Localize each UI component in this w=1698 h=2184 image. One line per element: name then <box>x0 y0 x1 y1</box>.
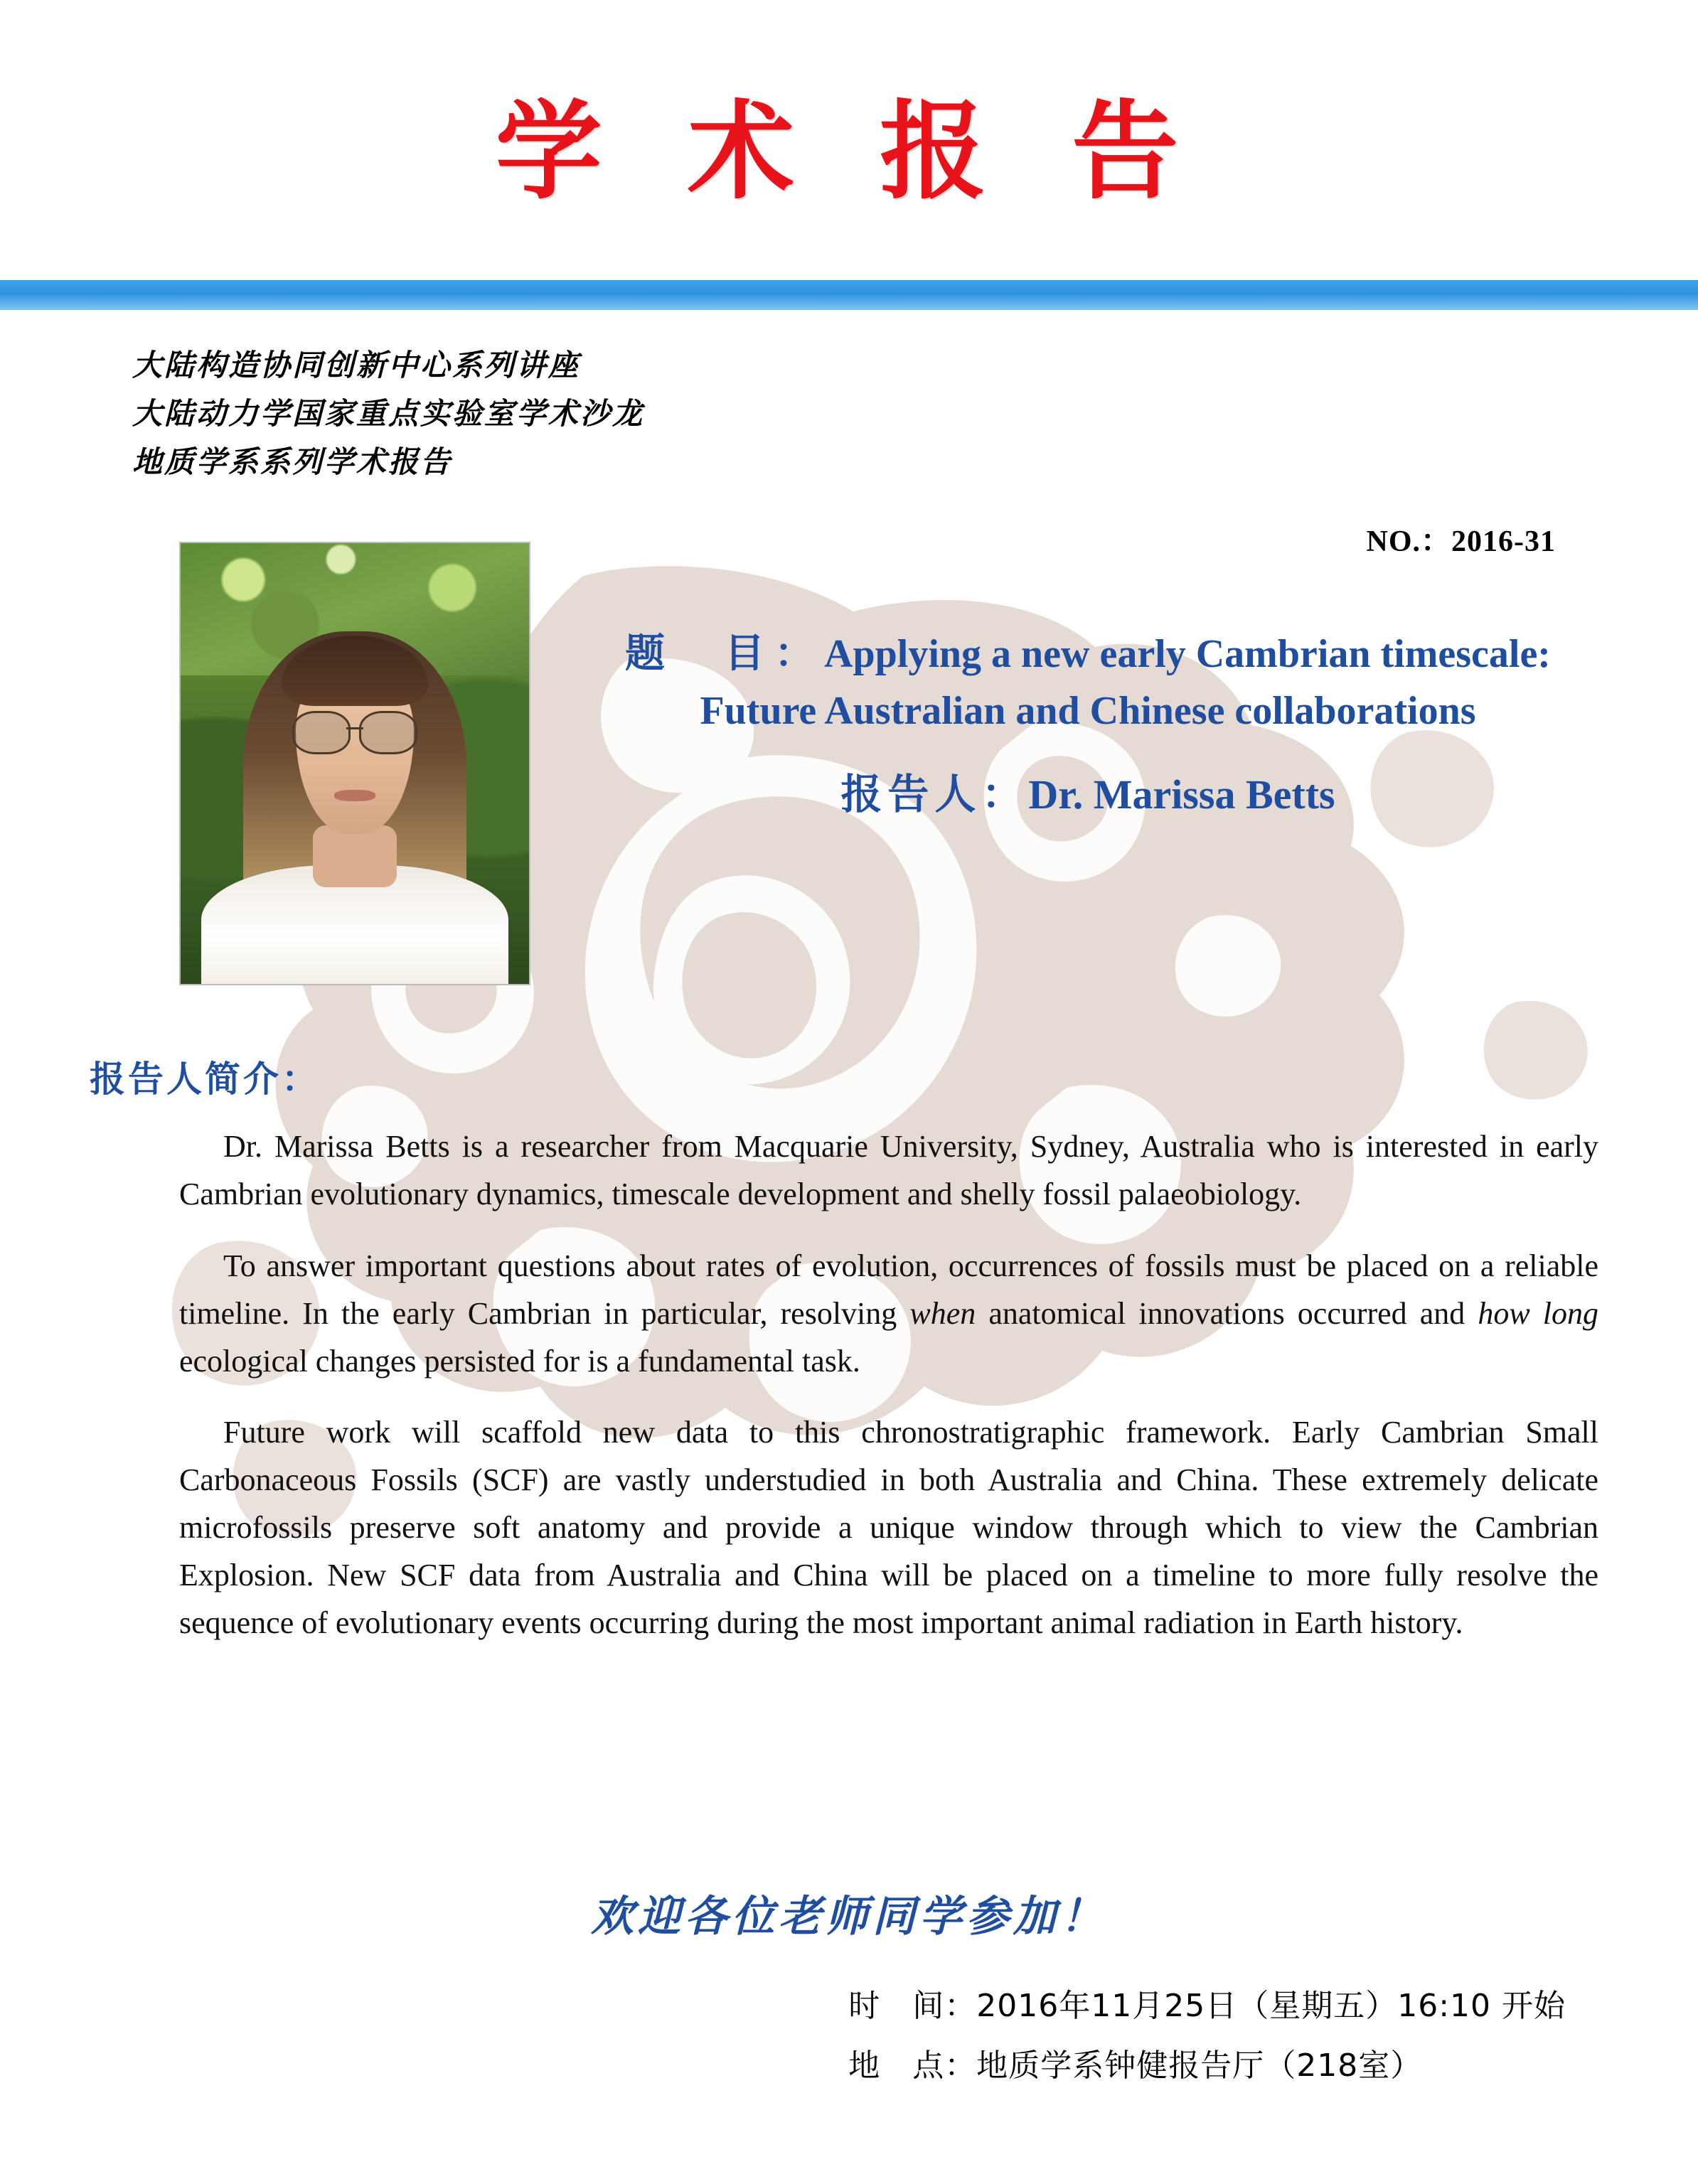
series-line-1: 大陆构造协同创新中心系列讲座 <box>132 348 581 382</box>
welcome-line: 欢迎各位老师同学参加！ <box>591 1892 1107 1942</box>
photo-neck <box>313 825 397 887</box>
talk-title <box>583 626 1593 739</box>
talk-title-text: Applying a new early Cambrian timescale: Future Australian and Chinese collaborations <box>700 632 1551 733</box>
series-line-3: 地质学系系列学术报告 <box>132 444 453 480</box>
speaker-photo <box>179 542 530 985</box>
header-divider-bar <box>0 280 1698 310</box>
talk-info <box>583 626 1593 820</box>
series-lines <box>132 341 644 486</box>
photo-lens-right <box>359 711 417 755</box>
bio-body <box>179 1123 1598 1647</box>
bio-italic-howlong: how long <box>1478 1295 1598 1331</box>
series-line-2: 大陆动力学国家重点实验室学术沙龙 <box>132 396 645 432</box>
speaker-photo-inner <box>181 543 529 984</box>
talk-speaker <box>583 761 1593 820</box>
bio-paragraph-2: To answer important questions about rates of evolution, occurrences of fossils must be placed on a reliable timeline. In the early Cambrian in particular, resolving when anatomical innovations occurred and how long ecological changes persisted for is a fundamental task. <box>179 1248 1598 1379</box>
event-time-value: 2016年11月25日（星期五）16:10 开始 <box>976 1988 1566 2024</box>
photo-glasses-bridge <box>346 727 364 729</box>
event-details <box>848 1976 1566 2095</box>
speaker-name: Dr. Marissa Betts <box>1028 771 1335 818</box>
bio-italic-when: when <box>909 1295 976 1331</box>
poster-number: NO.：2016-31 <box>1366 525 1556 558</box>
talk-title-label: 题 目： <box>625 631 825 677</box>
event-place-label: 地 点： <box>848 2047 977 2084</box>
event-time-row <box>848 1976 1566 2036</box>
glasses-icon <box>292 711 417 751</box>
bio-paragraph-3: Future work will scaffold new data to this chronostratigraphic framework. Early Cambrian Small Carbonaceous Fossils (SCF) are vastly understudied in both Australia and China. These extremely delicate microfossils preserve soft anatomy and provide a unique window through which to view the Cambrian Explosion. New SCF data from Australia and China will be placed on a timeline to more fully resolve the sequence of evolutionary events occurring during the most important animal radiation in Earth history. <box>179 1415 1598 1640</box>
bio-paragraph-1: Dr. Marissa Betts is a researcher from Macquarie University, Sydney, Australia who is interested in early Cambrian evolutionary dynamics, timescale development and shelly fossil palaeobiology. <box>179 1129 1598 1211</box>
photo-lens-left <box>292 711 351 755</box>
event-place-row <box>848 2036 1566 2096</box>
photo-mouth <box>334 790 376 801</box>
event-time-label: 时 间： <box>848 1988 977 2024</box>
bio-heading: 报告人简介： <box>90 1059 320 1100</box>
event-place-value: 地质学系钟健报告厅（218室） <box>976 2047 1423 2084</box>
page-title: 学 术 报 告 <box>495 90 1203 214</box>
speaker-label: 报告人： <box>840 770 1029 819</box>
